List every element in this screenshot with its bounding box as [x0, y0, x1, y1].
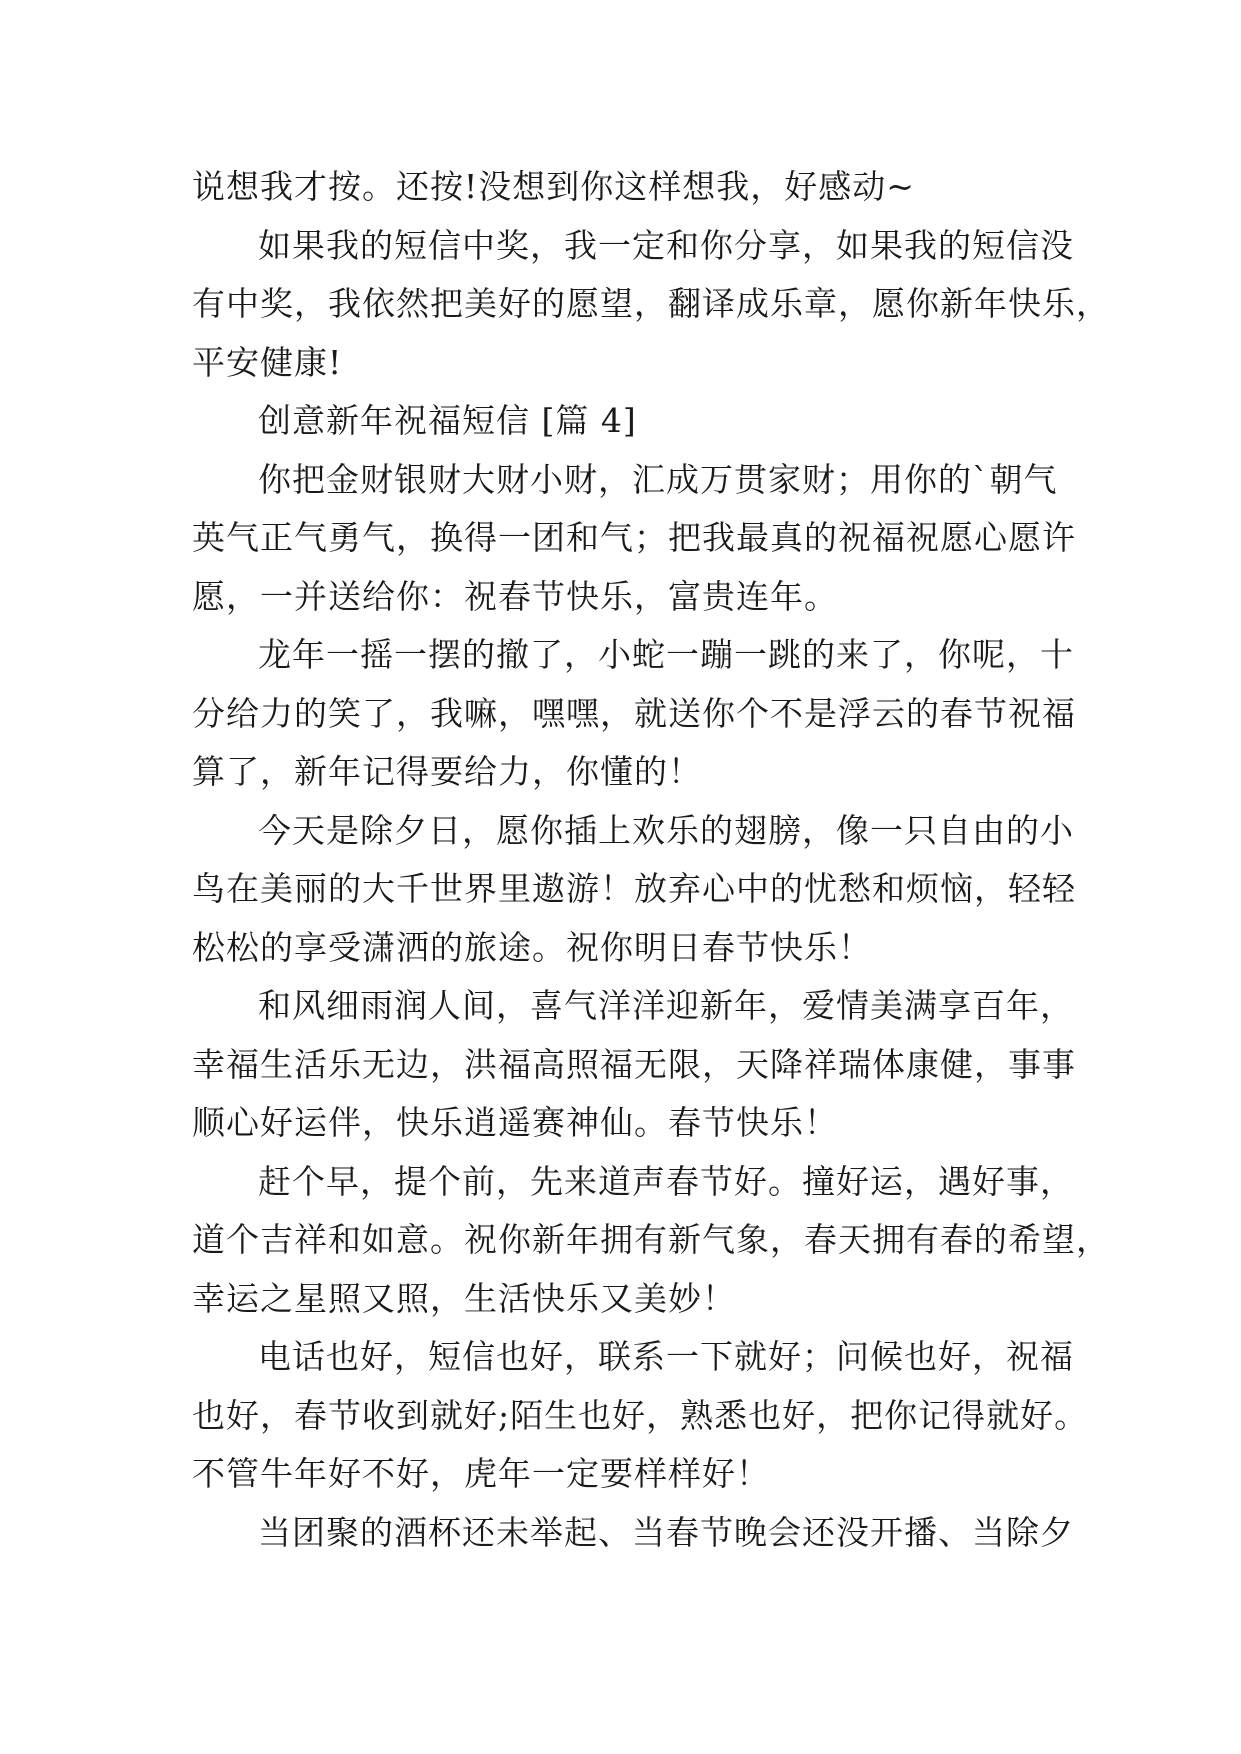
paragraph-first-line: 当团聚的酒杯还未举起、当春节晚会还没开播、当除夕	[258, 1512, 1074, 1552]
paragraph-line: 道个吉祥和如意。祝你新年拥有新气象，春天拥有春的希望，	[192, 1220, 1110, 1259]
paragraph-line: 松松的享受潇洒的旅途。祝你明日春节快乐！	[192, 927, 872, 967]
paragraph-line: 分给力的笑了，我嘛，嘿嘿，就送你个不是浮云的春节祝福	[192, 693, 1076, 733]
paragraph-line: 有中奖，我依然把美好的愿望，翻译成乐章，愿你新年快乐，	[192, 284, 1110, 323]
paragraph-line: 英气正气勇气，换得一团和气；把我最真的祝福祝愿心愿许	[192, 518, 1076, 557]
paragraph-first-line: 你把金财银财大财小财，汇成万贯家财；用你的`朝气	[258, 459, 1058, 499]
paragraph-first-line: 赶个早，提个前，先来道声春节好。撞好运，遇好事，	[258, 1161, 1074, 1201]
paragraph-line: 不管牛年好不好，虎年一定要样样好！	[192, 1454, 770, 1493]
paragraph-line: 鸟在美丽的大千世界里遨游！放弃心中的忧愁和烦恼，轻轻	[192, 869, 1076, 908]
paragraph-line: 顺心好运伴，快乐逍遥赛神仙。春节快乐！	[192, 1103, 838, 1142]
paragraph-line: 说想我才按。还按!没想到你这样想我，好感动~	[192, 167, 915, 206]
paragraph-first-line: 和风细雨润人间，喜气洋洋迎新年，爱情美满享百年，	[258, 986, 1074, 1025]
paragraph-line: 算了，新年记得要给力，你懂的！	[192, 752, 702, 791]
paragraph-line: 愿，一并送给你：祝春节快乐，富贵连年。	[192, 576, 838, 616]
paragraph-line: 平安健康!	[192, 342, 343, 382]
paragraph-line: 也好，春节收到就好;陌生也好，熟悉也好，把你记得就好。	[192, 1395, 1089, 1435]
paragraph-first-line: 今天是除夕日，愿你插上欢乐的翅膀，像一只自由的小	[258, 810, 1074, 850]
document-body	[192, 158, 1110, 1562]
paragraph-first-line: 电话也好，短信也好，联系一下就好；问候也好，祝福	[258, 1337, 1074, 1376]
paragraph-line: 幸运之星照又照，生活快乐又美妙！	[192, 1278, 736, 1318]
paragraph-first-line: 如果我的短信中奖，我一定和你分享，如果我的短信没	[258, 225, 1074, 265]
paragraph-line: 幸福生活乐无边，洪福高照福无限，天降祥瑞体康健，事事	[192, 1044, 1076, 1084]
paragraph-first-line: 龙年一摇一摆的撤了，小蛇一蹦一跳的来了，你呢，十	[258, 635, 1074, 674]
paragraph-first-line: 创意新年祝福短信 [篇 4]	[258, 401, 637, 440]
